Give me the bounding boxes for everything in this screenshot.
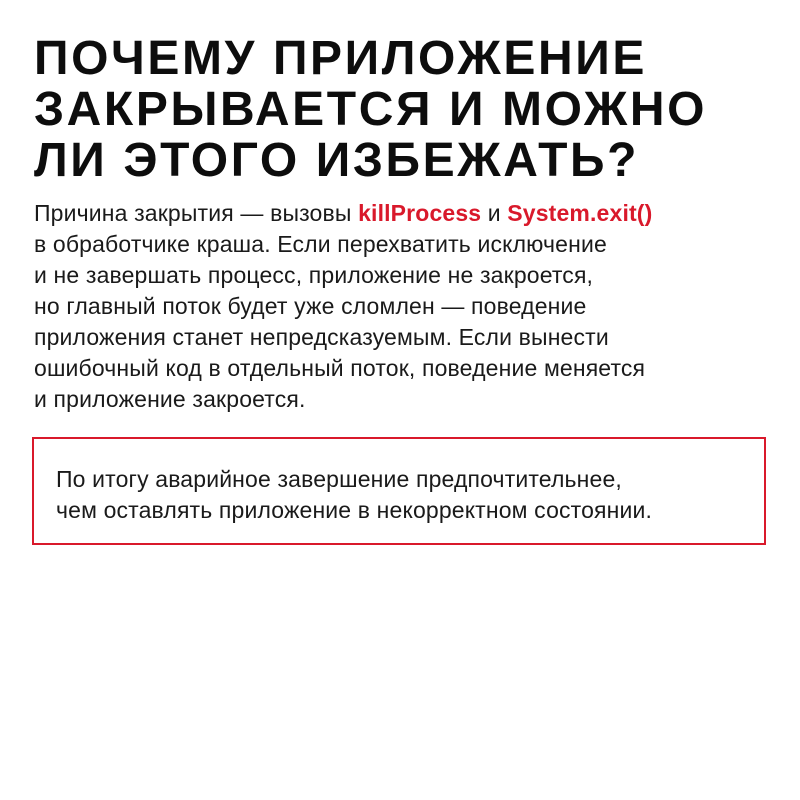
callout-line-1: По итогу аварийное завершение предпочтительнее,	[56, 466, 622, 492]
body-line-3: и не завершать процесс, приложение не закроется,	[34, 262, 594, 288]
body-line-1-prefix: Причина закрытия — вызовы	[34, 200, 359, 226]
body-line-1	[34, 198, 774, 229]
highlight-system-exit: System.exit()	[507, 200, 653, 226]
body-line-7: и приложение закроется.	[34, 386, 306, 412]
body-paragraph	[34, 198, 774, 415]
callout-line-2: чем оставлять приложение в некорректном состоянии.	[56, 497, 653, 523]
body-line-4: но главный поток будет уже сломлен — поведение	[34, 293, 587, 319]
highlight-killprocess: killProcess	[358, 200, 482, 226]
callout-text	[56, 464, 652, 526]
body-line-1-middle: и	[481, 200, 508, 226]
body-line-5: приложения станет непредсказуемым. Если вынести	[34, 324, 609, 350]
body-line-6: ошибочный код в отдельный поток, поведение меняется	[34, 355, 646, 381]
conclusion-callout-box	[32, 437, 766, 545]
body-line-2: в обработчике краша. Если перехватить исключение	[34, 231, 607, 257]
title-line-2: ЗАКРЫВАЕТСЯ И МОЖНО	[34, 83, 708, 136]
title-line-3: ЛИ ЭТОГО ИЗБЕЖАТЬ?	[34, 134, 640, 187]
title-line-1: ПОЧЕМУ ПРИЛОЖЕНИЕ	[34, 32, 647, 85]
page-title	[34, 33, 774, 186]
